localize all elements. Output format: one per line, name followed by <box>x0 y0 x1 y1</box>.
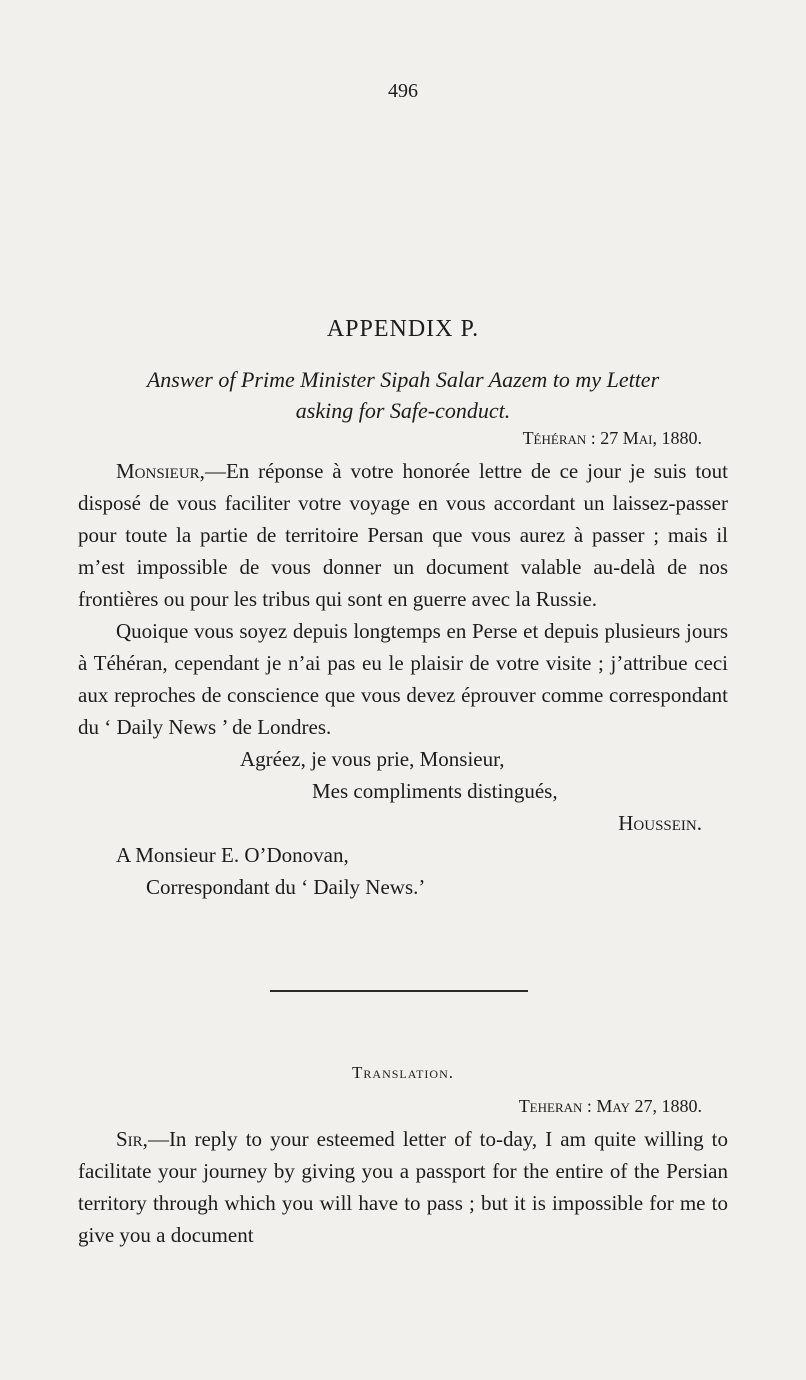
french-closing-2: Mes compliments distingués, <box>312 779 558 803</box>
french-addressee-1: A Monsieur E. O’Donovan, <box>116 843 349 867</box>
subtitle-line-1: Answer of Prime Minister Sipah Salar Aazem to my Letter <box>146 367 660 392</box>
subtitle <box>78 364 728 426</box>
english-paragraph-1 <box>78 1123 728 1251</box>
french-addressee-2: Correspondant du ‘ Daily News.’ <box>146 875 426 899</box>
french-paragraph-2: Quoique vous soyez depuis longtemps en Perse et depuis plusieurs jours à Téhéran, cependant je n’ai pas eu le plaisir de votre visite ; j’attribue ceci aux reproches de conscience que vous devez éprouver comme correspondant du ‘ Daily News ’ de Londres. <box>78 619 728 739</box>
french-signature: Houssein. <box>618 811 702 835</box>
french-paragraph-1-text: —En réponse à votre honorée lettre de ce jour je suis tout disposé de vous faciliter votre voyage en vous accordant un laissez-passer pour toute la partie de territoire Persan que vous aurez à passer ; mais il m’est impossible de vous donner un document valable au-delà de nos frontières ou pour les tribus qui sont en guerre avec la Russie. <box>78 459 728 611</box>
english-dateline: Teheran : May 27, 1880. <box>518 1096 702 1116</box>
page-number: 496 <box>388 80 418 102</box>
french-closing-1: Agréez, je vous prie, Monsieur, <box>240 747 505 771</box>
french-paragraph-1 <box>78 455 728 615</box>
english-salutation: Sir, <box>116 1127 148 1151</box>
english-paragraph-1-text: —In reply to your esteemed letter of to-day, I am quite willing to facilitate your journey by giving you a passport for the entire of the Persian territory through which you will have to pass ; but it is impossible for me to give you a document <box>78 1127 728 1247</box>
section-divider <box>270 990 528 992</box>
subtitle-line-2: asking for Safe-conduct. <box>295 398 511 423</box>
french-salutation: Monsieur, <box>116 459 205 483</box>
translation-heading: Translation. <box>352 1063 454 1082</box>
appendix-title: APPENDIX P. <box>326 316 480 342</box>
french-dateline: Téhéran : 27 Mai, 1880. <box>522 428 702 448</box>
